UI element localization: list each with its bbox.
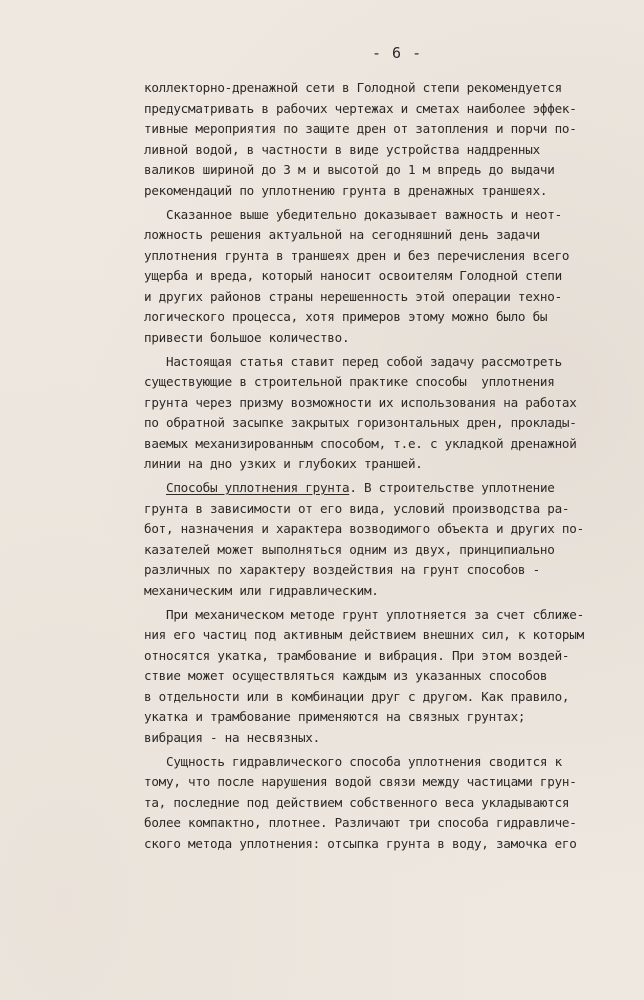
text-line: логического процесса, хотя примеров этому можно было бы — [144, 309, 548, 324]
text-line: по обратной засыпке закрытых горизонтальных дрен, проклады- — [144, 415, 577, 430]
text-line: относятся укатка, трамбование и вибрация. При этом воздей- — [144, 647, 570, 663]
text-line: казателей может выполняться одним из двух, принципиально — [144, 541, 555, 557]
section-heading-line — [144, 478, 628, 499]
text-line: и других районов страны нерешенность этой операции техно- — [144, 288, 562, 304]
text-line: механическим или гидравлическим. — [144, 582, 379, 598]
text-line: существующие в строительной практике способы уплотнения — [144, 374, 555, 389]
text-line: укатка и трамбование применяются на связных грунтах; — [144, 709, 526, 724]
text-line: в отдельности или в комбинации друг с другом. Как правило, — [144, 688, 570, 704]
text-line: ствие может осуществляться каждым из указанных способов — [144, 668, 548, 683]
text-line: привести большое количество. — [144, 329, 350, 345]
body-text — [144, 78, 628, 854]
text-line: тому, что после нарушения водой связи между частицами грун- — [144, 774, 577, 789]
text-line: ущерба и вреда, который наносит освоителям Голодной степи — [144, 268, 562, 283]
text-line: вибрация - на несвязных. — [144, 729, 320, 745]
text-line: ваемых механизированным способом, т.е. с укладкой дренажной — [144, 435, 577, 451]
text-line: тивные мероприятия по защите дрен от затопления и порчи по- — [144, 121, 577, 136]
text-line: Сущность гидравлического способа уплотнения сводится к — [144, 753, 562, 769]
text-line: уплотнения грунта в траншеях дрен и без перечисления всего — [144, 247, 570, 263]
page-number: - 6 - — [372, 44, 423, 62]
text-line: грунта в зависимости от его вида, условий производства ра- — [144, 500, 570, 516]
text-line: ложность решения актуальной на сегодняшний день задачи — [144, 227, 540, 242]
text-line: Настоящая статья ставит перед собой задачу рассмотреть — [144, 353, 562, 369]
section-heading: Способы уплотнения грунта — [166, 480, 350, 495]
text-line: ливной водой, в частности в виде устройства наддренных — [144, 141, 540, 157]
text-line: Сказанное выше убедительно доказывает важность и неот- — [144, 206, 562, 222]
text-line: та, последние под действием собственного веса укладываются — [144, 794, 570, 810]
text-line: валиков шириной до 3 м и высотой до 1 м впредь до выдачи — [144, 162, 555, 177]
text-line: рекомендаций по уплотнению грунта в дренажных траншеях. — [144, 182, 548, 198]
section-heading-rest: . В строительстве уплотнение — [349, 480, 555, 495]
text-line: ния его частиц под активным действием внешних сил, к которым — [144, 627, 584, 642]
text-line: линии на дно узких и глубоких траншей. — [144, 456, 423, 471]
text-line: бот, назначения и характера возводимого объекта и других по- — [144, 521, 584, 536]
text-line: различных по характеру воздействия на грунт способов - — [144, 562, 540, 577]
text-line: При механическом методе грунт уплотняется за счет сближе- — [144, 606, 584, 622]
text-line: предусматривать в рабочих чертежах и сметах наиболее эффек- — [144, 100, 577, 116]
text-line: ского метода уплотнения: отсыпка грунта в воду, замочка его — [144, 835, 577, 851]
text-line: более компактно, плотнее. Различают три способа гидравличе- — [144, 815, 577, 830]
text-line: грунта через призму возможности их использования на работах — [144, 394, 577, 410]
text-line: коллекторно-дренажной сети в Голодной степи рекомендуется — [144, 80, 562, 95]
